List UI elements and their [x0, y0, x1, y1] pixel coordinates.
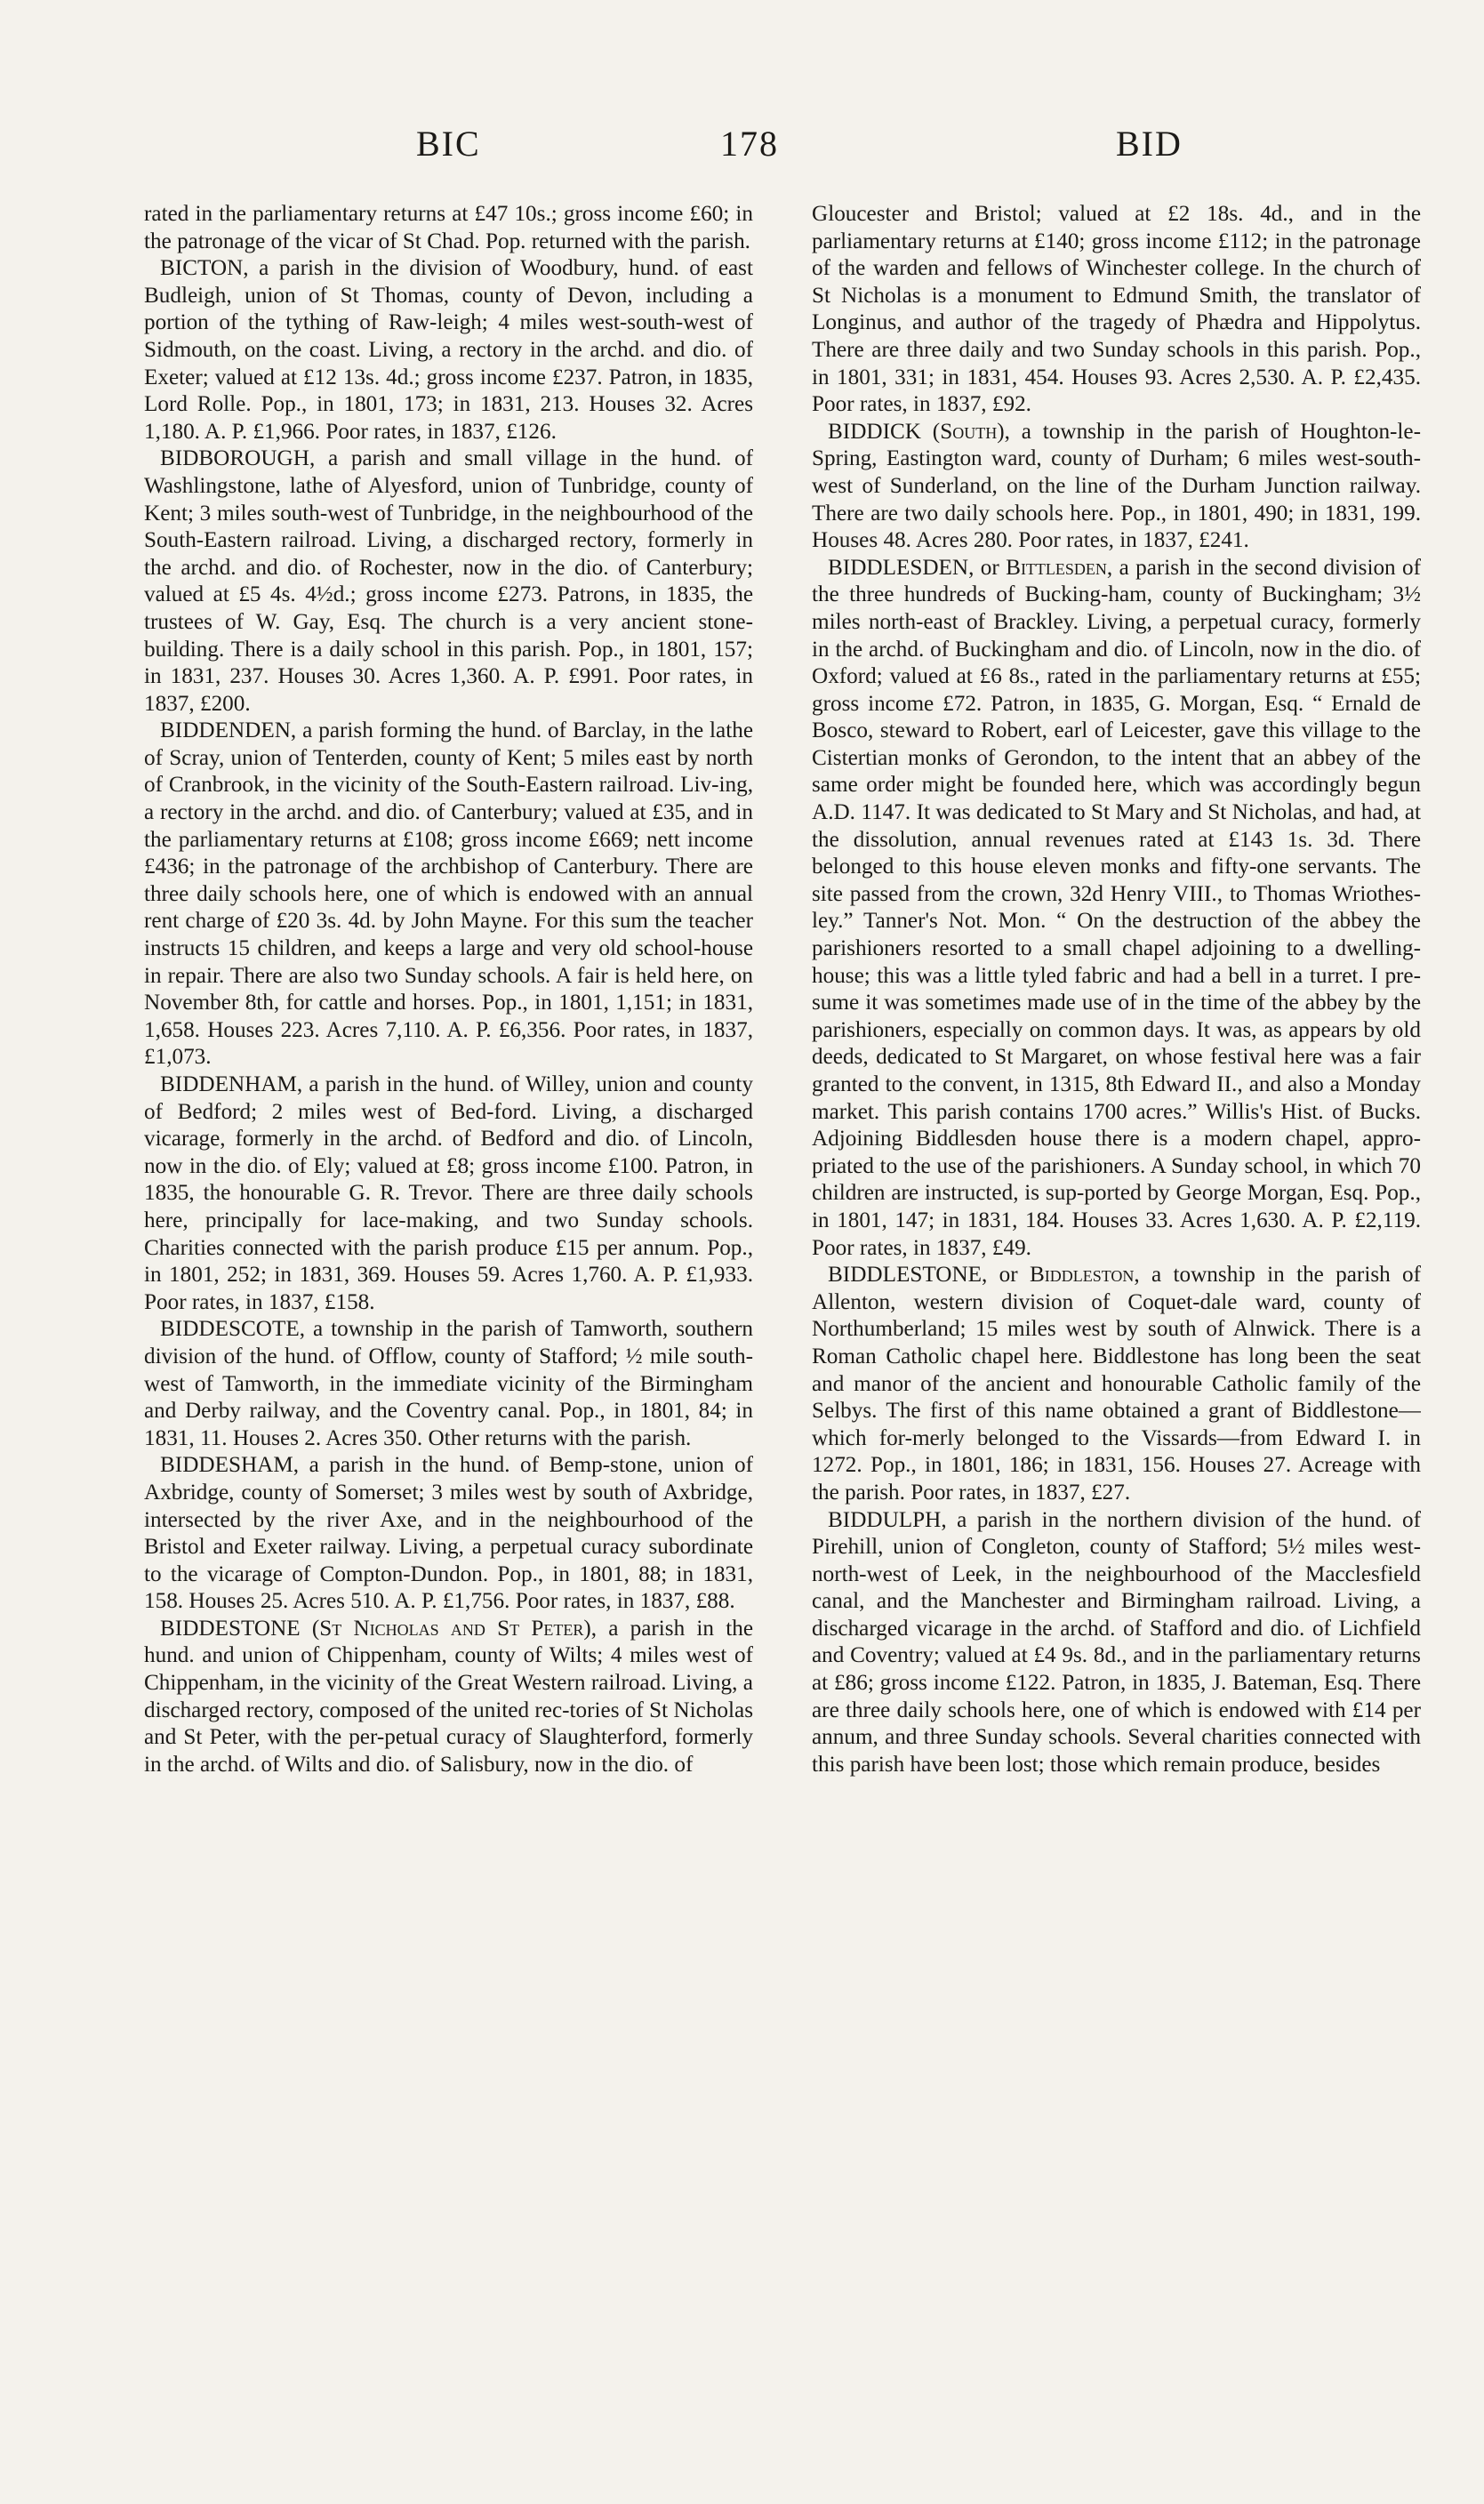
entry-headword: BICTON [160, 256, 244, 281]
entry-text: , a parish in the division of Woodbury, hund. of east Budleigh, union of St Thomas, county of Devon, including a portion of the tything of Raw-leigh; 4 miles west-south-west of Sidmouth, on the coast. Living, a rectory in the archd. and dio. of Exeter; valued at £12 13s. 4d.; gross income £237. Patron, in 1835, Lord Rolle. Pop., in 1801, 173; in 1831, 213. Houses 32. Acres 1,180. A. P. £1,966. Poor rates, in 1837, £126. [144, 256, 753, 444]
running-header [0, 123, 1484, 176]
entry-text: , a township in the parish of Tamworth, southern division of the hund. of Offlow, county of Stafford; ½ mile south-west of Tamworth, in the immediate vicinity of the Birmingham and Derby railway, and the Coventry canal. Pop., in 1801, 84; in 1831, 11. Houses 2. Acres 350. Other returns with the parish. [144, 1317, 753, 1450]
entry-headword: BIDDESTONE [160, 1616, 301, 1641]
gazetteer-entry [144, 255, 753, 445]
entry-headword: BIDDENHAM [160, 1072, 297, 1096]
entry-headword: BIDDENDEN [160, 718, 291, 743]
entry-text: , a parish in the hund. of Bemp-stone, union of Axbridge, county of Somerset; 3 miles west by south of Axbridge, intersected by the river Axe, and in the neighbourhood of the Bristol and Exeter railway. Living, a perpetual curacy subordinate to the vicarage of Compton-Dundon. Pop., in 1801, 88; in 1831, 158. Houses 25. Acres 510. A. P. £1,756. Poor rates, in 1837, £88. [144, 1453, 753, 1614]
entry-headword: BIDDESHAM [160, 1453, 293, 1478]
gazetteer-entry [812, 201, 1421, 419]
entry-text: rated in the parliamentary returns at £47 10s.; gross income £60; in the patronage of the vicar of St Chad. Pop. returned with the parish. [144, 202, 753, 253]
entry-text: , a parish and small village in the hund. of Washlingstone, lathe of Alyesford, union of Tunbridge, county of Kent; 3 miles south-west of Tunbridge, in the neighbourhood of the South-Eastern railroad. Living, a discharged rectory, formerly in the archd. and dio. of Rochester, now in the dio. of Canterbury; valued at £5 4s. 4½d.; gross income £273. Patrons, in 1835, the trustees of W. Gay, Esq. The church is a very ancient stone-building. There is a daily school in this parish. Pop., in 1801, 157; in 1831, 237. Houses 30. Acres 1,360. A. P. £991. Poor rates, in 1837, £200. [144, 446, 753, 716]
entry-alt-prefix: , or [968, 555, 1007, 580]
entry-text: , a township in the parish of Houghton-le-Spring, Eastington ward, county of Durham; 6 miles west-south-west of Sunderland, on the line of the Durham Junction railway. There are two daily schools here. Pop., in 1801, 490; in 1831, 199. Houses 48. Acres 280. Poor rates, in 1837, £241. [812, 419, 1421, 553]
gazetteer-entry: BIDDESTONE (St Nicholas and St Peter), a parish in the hund. and union of Chippenham, county of Wilts; 4 miles west of Chippenham, in the vicinity of the Great Western railroad. Living, a discharged rectory, composed of the united rec-tories of St Nicholas and St Peter, with the per-petual curacy of Slaughterford, formerly in the archd. of Wilts and dio. of Salisbury, now in the dio. of [144, 1616, 753, 1777]
gazetteer-entry [812, 555, 1421, 1262]
gazetteer-entry [144, 1316, 753, 1452]
gazetteer-entry [144, 718, 753, 1071]
page-number: 178 [720, 124, 779, 164]
entry-headword: BIDBOROUGH [160, 446, 309, 471]
header-right-keyword: BID [1116, 124, 1183, 164]
gazetteer-entry: BIDDICK (South), a township in the parish of Houghton-le-Spring, Eastington ward, county of Durham; 6 miles west-south-west of Sunderland, on the line of the Durham Junction railway. There are two daily schools here. Pop., in 1801, 490; in 1831, 199. Houses 48. Acres 280. Poor rates, in 1837, £241. [812, 419, 1421, 553]
gazetteer-entry [144, 201, 753, 255]
right-column [812, 201, 1421, 2477]
gazetteer-entry [812, 1262, 1421, 1506]
gazetteer-entry [144, 1452, 753, 1616]
gazetteer-entry [812, 1507, 1421, 1779]
entry-text: , a parish in the hund. and union of Chippenham, county of Wilts; 4 miles west of Chippenham, in the vicinity of the Great Western railroad. Living, a discharged rectory, composed of the united rec-tories of St Nicholas and St Peter, with the per-petual curacy of Slaughterford, formerly in the archd. of Wilts and dio. of Salisbury, now in the dio. of [144, 1616, 753, 1777]
entry-headword: BIDDULPH [828, 1507, 942, 1532]
entry-text: , a parish forming the hund. of Barclay, in the lathe of Scray, union of Tenterden, county of Kent; 5 miles east by north of Cranbrook, in the vicinity of the South-Eastern railroad. Liv-ing, a rectory in the archd. and dio. of Canterbury; valued at £35, and in the parliamentary returns at £108; gross income £669; nett income £436; in the patronage of the archbishop of Canterbury. There are three daily schools here, one of which is endowed with an annual rent charge of £20 3s. 4d. by John Mayne. For this sum the teacher instructs 15 children, and keeps a large and very old school-house in repair. There are also two Sunday schools. A fair is held here, on November 8th, for cattle and horses. Pop., in 1801, 1,151; in 1831, 1,658. Houses 223. Acres 7,110. A. P. £6,356. Poor rates, in 1837, £1,073. [144, 718, 753, 1070]
entry-text: , a parish in the hund. of Willey, union and county of Bedford; 2 miles west of Bed-ford. Living, a discharged vicarage, formerly in the archd. of Bedford and dio. of Lincoln, now in the dio. of Ely; valued at £8; gross income £100. Patron, in 1835, the honourable G. R. Trevor. There are three daily schools here, principally for lace-making, and two Sunday schools. Charities connected with the parish produce £15 per annum. Pop., in 1801, 252; in 1831, 369. Houses 59. Acres 1,760. A. P. £1,933. Poor rates, in 1837, £158. [144, 1072, 753, 1314]
entry-subtitle: South [940, 419, 998, 444]
entry-alt-name: Biddleston [1029, 1263, 1135, 1288]
entry-text: Gloucester and Bristol; valued at £2 18s. 4d., and in the parliamentary returns at £140; gross income £112; in the patronage of the warden and fellows of Winchester college. In the church of St Nicholas is a monument to Edmund Smith, the translator of Longinus, and author of the tragedy of Phædra and Hippolytus. There are three daily and two Sunday schools in this parish. Pop., in 1801, 331; in 1831, 454. Houses 93. Acres 2,530. A. P. £2,435. Poor rates, in 1837, £92. [812, 202, 1421, 417]
header-left-keyword: BIC [416, 124, 481, 164]
entry-text: , a parish in the northern division of the hund. of Pirehill, union of Congleton, county of Stafford; 5½ miles west-north-west of Leek, in the neighbourhood of the Macclesfield canal, and the Manchester and Birmingham railroad. Living, a discharged vicarage in the archd. of Stafford and dio. of Lichfield and Coventry; valued at £4 9s. 8d., and in the parliamentary returns at £86; gross income £122. Patron, in 1835, J. Bateman, Esq. There are three daily schools here, one of which is endowed with £14 per annum, and three Sunday schools. Several charities connected with this parish have been lost; those which remain produce, besides [812, 1507, 1421, 1777]
entry-headword: BIDDLESTONE [828, 1263, 983, 1288]
entry-headword: BIDDICK [828, 419, 921, 444]
entry-subtitle: St Nicholas and St Peter [319, 1616, 584, 1641]
entry-text: , a parish in the second division of the three hundreds of Bucking-ham, county of Buckingham; 3½ miles north-east of Brackley. Living, a perpetual curacy, formerly in the archd. of Buckingham and dio. of Lincoln, now in the dio. of Oxford; valued at £6 8s., rated in the parliamentary returns at £55; gross income £72. Patron, in 1835, G. Morgan, Esq. “ Ernald de Bosco, steward to Robert, earl of Leicester, gave this village to the Cistertian monks of Gerondon, to the intent that an abbey of the same order might be founded here, which was accordingly begun A.D. 1147. It was dedicated to St Mary and St Nicholas, and had, at the dissolution, annual revenues rated at £143 1s. 3d. There belonged to this house eleven monks and fifty-one servants. The site passed from the crown, 32d Henry VIII., to Thomas Wriothes-ley.” Tanner's Not. Mon. “ On the destruction of the abbey the parishioners resorted to a small chapel adjoining to a dwelling-house; this was a little tyled fabric and had a bell in a turret. I pre-sume it was sometimes made use of in the time of the abbey by the parishioners, especially on common days. It was, as appears by old deeds, dedicated to St Margaret, on whose festival here was a fair granted to the convent, in 1315, 8th Edward II., and also a Monday market. This parish contains 1700 acres.” Willis's Hist. of Bucks. Adjoining Biddlesden house there is a modern chapel, appro-priated to the use of the parishioners. A Sunday school, in which 70 children are instructed, is sup-ported by George Morgan, Esq. Pop., in 1801, 147; in 1831, 184. Houses 33. Acres 1,630. A. P. £2,119. Poor rates, in 1837, £49. [812, 555, 1421, 1260]
left-column [144, 201, 753, 2477]
entry-alt-name: Bittlesden [1006, 555, 1107, 580]
entry-alt-prefix: , or [982, 1263, 1030, 1288]
entry-headword: BIDDLESDEN [828, 555, 969, 580]
entry-headword: BIDDESCOTE [160, 1317, 300, 1342]
gazetteer-entry [144, 445, 753, 718]
gazetteer-entry [144, 1071, 753, 1316]
entry-text: , a township in the parish of Allenton, western division of Coquet-dale ward, county of Northumberland; 15 miles west by south of Alnwick. There is a Roman Catholic chapel here. Biddlestone has long been the seat and manor of the ancient and honourable Catholic family of the Selbys. The first of this name obtained a grant of Biddlestone—which for-merly belonged to the Vissards—from Edward I. in 1272. Pop., in 1801, 186; in 1831, 156. Houses 27. Acreage with the parish. Poor rates, in 1837, £27. [812, 1263, 1421, 1505]
